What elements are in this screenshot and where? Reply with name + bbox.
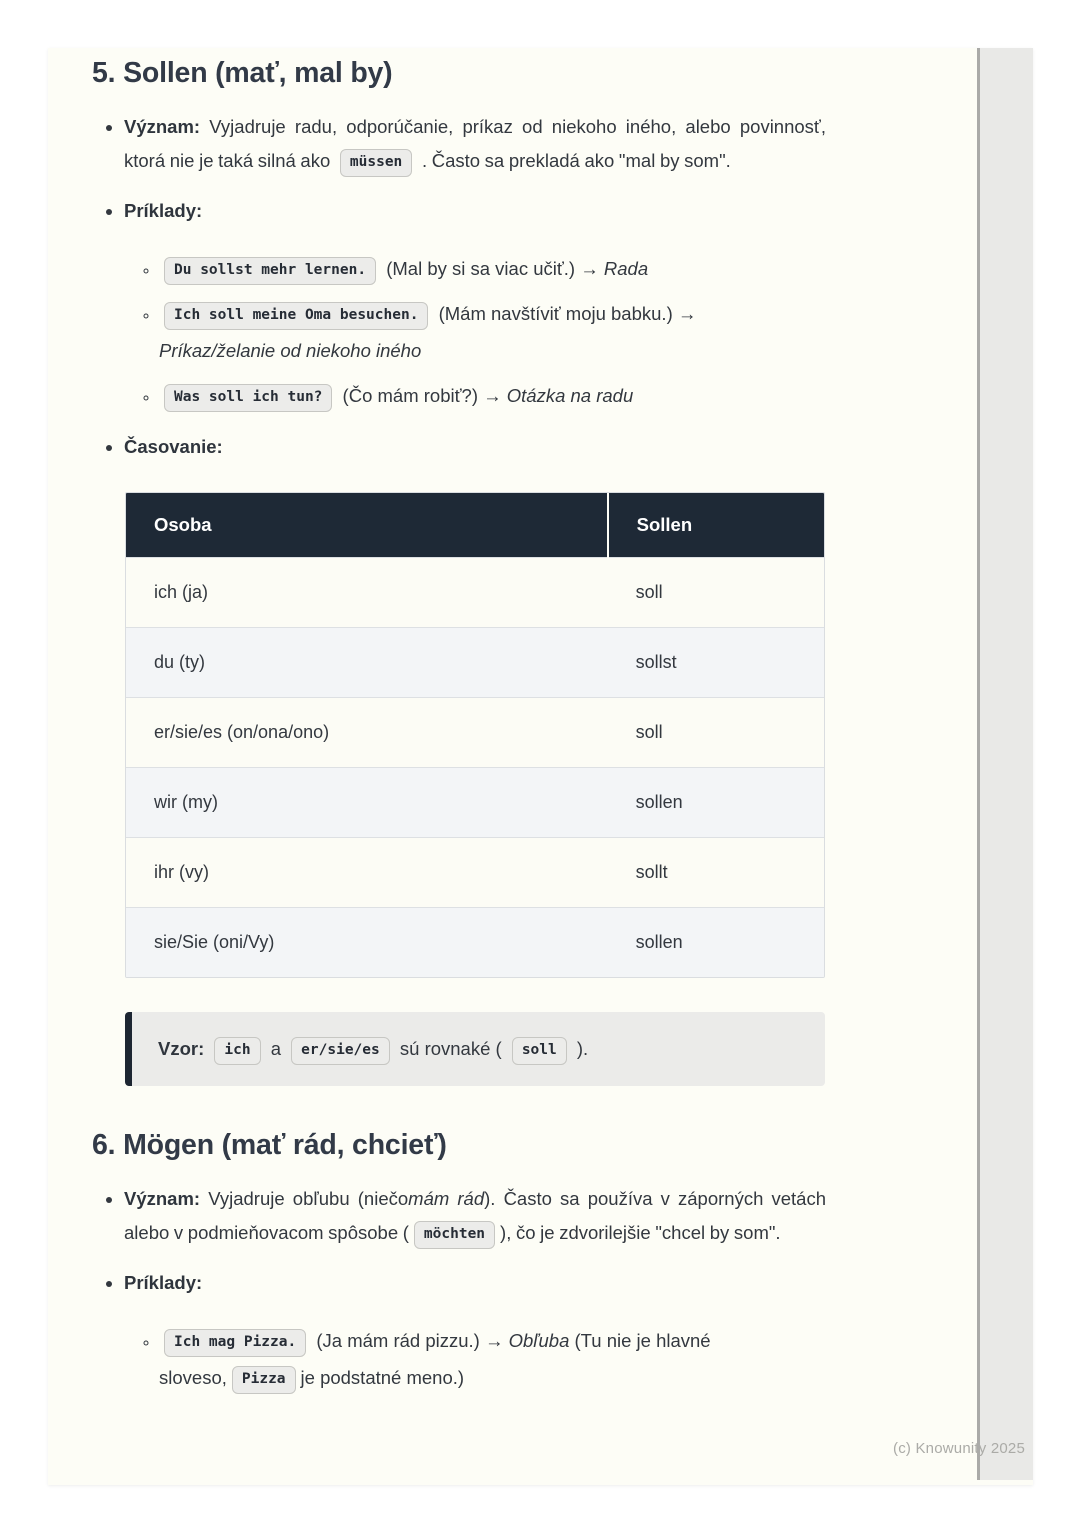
vyznam-text-3: ), čo je zdvorilejšie "chcel by som".: [500, 1222, 781, 1244]
table-row: [126, 908, 824, 978]
cell-form: soll: [635, 582, 663, 603]
cell-person: ich (ja): [154, 582, 209, 603]
cell-form: sollst: [635, 652, 677, 673]
example-text-3: sloveso,: [159, 1367, 227, 1389]
table-row: [126, 838, 824, 908]
cell-person: ihr (vy): [154, 862, 209, 883]
vyznam-label: Význam:: [124, 116, 201, 137]
code-chip-ersiees: er/sie/es: [291, 1037, 390, 1066]
vzor-label: Vzor:: [158, 1038, 205, 1060]
example-note: Rada: [603, 258, 649, 280]
cell-person: wir (my): [154, 792, 218, 813]
example-translation: (Ja mám rád pizzu.) →: [316, 1330, 504, 1352]
vyznam-item: [124, 1182, 826, 1250]
code-chip-example: Ich mag Pizza.: [164, 1329, 306, 1358]
example-text-2: (Tu nie je hlavné: [574, 1330, 711, 1352]
cell-person: er/sie/es (on/ona/ono): [154, 722, 330, 743]
vyznam-text-1: Vyjadruje radu, odporúčanie, príkaz od niekoho iného, alebo povinnosť, ktorá nie je taká silná ako: [124, 116, 826, 171]
conjugation-table-wrapper: [125, 492, 825, 978]
cell-form: sollt: [635, 862, 668, 883]
code-chip-muessen: müssen: [340, 149, 412, 178]
code-chip-moechten: möchten: [414, 1221, 495, 1250]
priklady-item: [124, 1266, 826, 1396]
cell-person: du (ty): [154, 652, 206, 673]
section6-list: [92, 1182, 826, 1396]
examples-list: [124, 250, 826, 414]
casovanie-item: [124, 430, 826, 1086]
watermark: (c) Knowunity 2025: [893, 1440, 1026, 1457]
code-chip-example: Du sollst mehr lernen.: [164, 257, 376, 286]
section5-list: [92, 110, 826, 1086]
example-item: [159, 377, 826, 414]
document-page: [48, 48, 1033, 1485]
vzor-callout: [125, 1012, 825, 1086]
example-note: Príkaz/želanie od niekoho iného: [159, 340, 422, 362]
code-chip-ich: ich: [214, 1037, 260, 1066]
vzor-text-2: sú rovnaké (: [399, 1038, 502, 1060]
vzor-text-3: ).: [576, 1038, 589, 1060]
table-header-row: [126, 493, 824, 558]
example-item: [159, 250, 826, 287]
example-item: [159, 295, 826, 369]
example-translation: (Mám navštíviť moju babku.) →: [438, 303, 697, 325]
section5-heading: 5. Sollen (mať, mal by): [92, 57, 393, 89]
vyznam-item: [124, 110, 826, 178]
example-line-2: [159, 1359, 826, 1396]
cell-person: sie/Sie (oni/Vy): [154, 932, 275, 953]
cell-form: sollen: [635, 932, 683, 953]
priklady-label: Príklady:: [124, 1272, 203, 1294]
vyznam-text-1: Vyjadruje obľubu (niečo: [208, 1188, 409, 1210]
code-chip-example: Ich soll meine Oma besuchen.: [164, 302, 428, 331]
vyznam-text-2: ). Často sa používa v záporných vetách alebo v podmieňovacom spôsobe (: [124, 1188, 826, 1244]
priklady-item: [124, 194, 826, 414]
code-chip-example: Was soll ich tun?: [164, 384, 332, 413]
page-content: [48, 48, 826, 1396]
vzor-text-1: a: [270, 1038, 282, 1060]
example-note: Obľuba: [508, 1330, 570, 1352]
code-chip-pizza: Pizza: [232, 1366, 296, 1395]
cell-form: soll: [635, 722, 663, 743]
vyznam-italic: mám rád: [408, 1188, 485, 1210]
section6-heading: 6. Mögen (mať rád, chcieť): [92, 1129, 447, 1162]
example-note: Otázka na radu: [506, 385, 634, 407]
example-item: [159, 1322, 826, 1396]
table-row: [126, 628, 824, 698]
conjugation-table: [126, 493, 824, 977]
vyznam-text-2: . Často sa prekladá ako "mal by som".: [421, 150, 731, 171]
table-row: [126, 768, 824, 838]
casovanie-label: Časovanie:: [124, 436, 223, 458]
column-header-osoba: Osoba: [126, 493, 608, 558]
cell-form: sollen: [635, 792, 683, 813]
example-text-4: je podstatné meno.): [300, 1367, 465, 1389]
column-header-sollen: Sollen: [608, 493, 824, 558]
scrollbar[interactable]: [977, 48, 1033, 1480]
examples-list: [124, 1322, 826, 1396]
priklady-label: Príklady:: [124, 200, 203, 222]
vyznam-label: Význam:: [124, 1188, 201, 1210]
table-row: [126, 558, 824, 628]
example-translation: (Mal by si sa viac učiť.) →: [386, 258, 599, 280]
table-row: [126, 698, 824, 768]
example-translation: (Čo mám robiť?) →: [342, 385, 502, 407]
code-chip-soll: soll: [512, 1037, 567, 1066]
